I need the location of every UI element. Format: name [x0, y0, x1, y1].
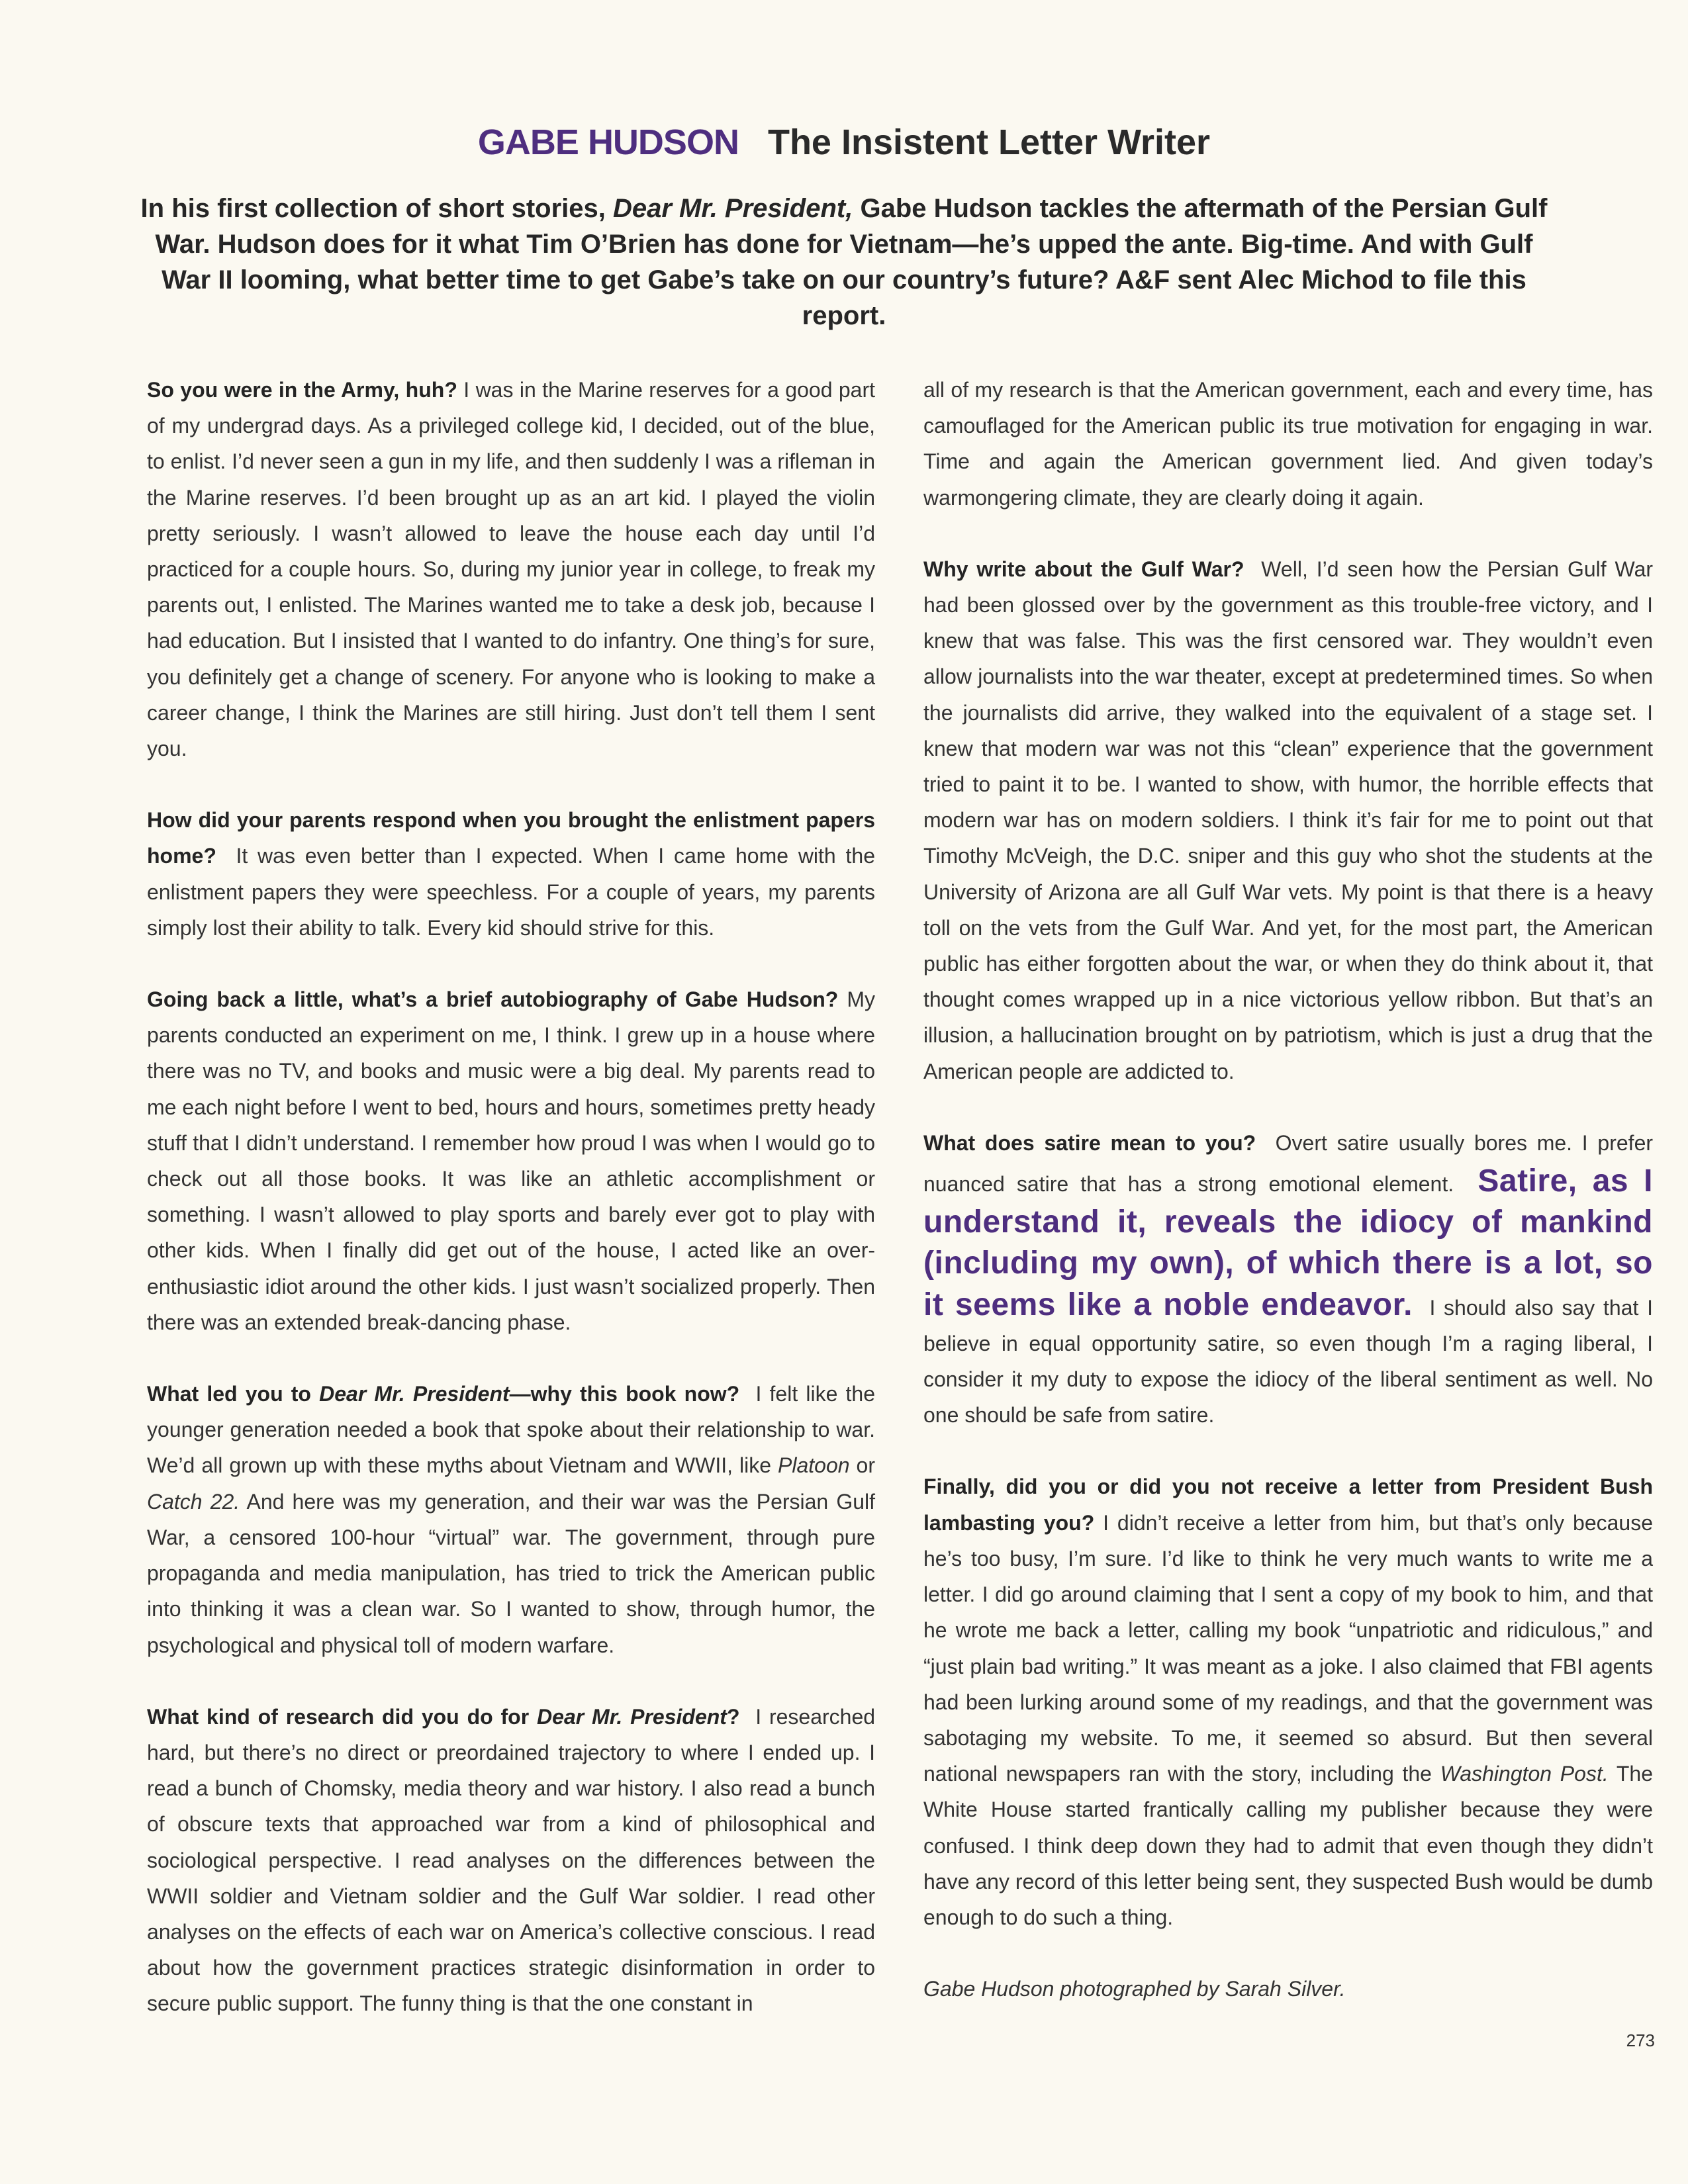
answer: I researched hard, but there’s no direct or preordained trajectory to where I ended up. I read a bunch of Chomsky, media theory and war history. I also read a bunch of obscure texts that approached war from a kind of philosophical and sociological perspective. I read analyses on the differences between the WWII soldier and Vietnam soldier and the Gulf War soldier. I read other analyses on the effects of each war on America’s collective conscious. I read about how the government practices strategic disinformation in order to secure public support. The funny thing is that the one constant in — [147, 1704, 876, 2016]
question-text-2: ? — [726, 1704, 740, 1729]
qa-army — [147, 372, 875, 766]
question-text-1: What led you to — [147, 1382, 320, 1406]
question: What does satire mean to you? — [923, 1130, 1256, 1155]
article-deck — [132, 191, 1556, 334]
question: Going back a little, what’s a brief autobiography of Gabe Hudson? — [147, 987, 839, 1012]
answer — [923, 1511, 1653, 1929]
right-column — [923, 372, 1653, 2042]
question: Finally, did you or did you not receive a letter from President Bush lambasting you? — [923, 1475, 1653, 1535]
deck-book-title: Dear Mr. President, — [612, 194, 853, 223]
question-book-title: Dear Mr. President — [537, 1704, 727, 1729]
film-title-platoon: Platoon — [778, 1453, 850, 1478]
deck-text-1: In his first collection of short stories, — [140, 194, 613, 223]
answer-text-1: I felt like the younger generation needed a book that spoke about their relationship to war. We’d all grown up with these myths about Vietnam and WWII, like — [147, 1382, 876, 1478]
answer-text-1: I didn’t receive a letter from him, but that’s only because he’s too busy, I’m sure. I’d like to think he very much wants to write me a letter. I did go around claiming that I sent a copy of my book to him, and that he wrote me back a letter, calling my book “unpatriotic and ridiculous,” and “just plain bad writing.” It was meant as a joke. I also claimed that FBI agents had been lurking around some of my readings, and that the government was sabotaging my website. To me, it seemed so absurd. But then several national newspapers ran with the story, including the — [923, 1510, 1654, 1786]
research-continued: all of my research is that the American government, each and every time, has camouflaged for the American public its true motivation for engaging in war. Time and again the American government lied. And given today’s warmongering climate, they are clearly doing it again. — [923, 378, 1653, 510]
question-text-1: What kind of research did you do for — [147, 1704, 538, 1729]
answer-text-2: I should also say that I believe in equal opportunity satire, so even though I’m a raging liberal, I consider it my duty to expose the idiocy of the liberal sentiment as well. No one should be safe from satire. — [923, 1295, 1654, 1428]
answer — [147, 1382, 875, 1657]
answer-or: or — [849, 1453, 876, 1478]
qa-parents — [147, 802, 875, 946]
film-title-catch22: Catch 22. — [147, 1489, 240, 1514]
answer: I was in the Marine reserves for a good part of my undergrad days. As a privileged college kid, I decided, out of the blue, to enlist. I’d never seen a gun in my life, and then suddenly I was a rifleman in the Marine reserves. I’d been brought up as an art kid. I played the violin pretty seriously. I wasn’t allowed to leave the house each day until I’d practiced for a couple hours. So, during my junior year in college, to freak my parents out, I enlisted. The Marines wanted me to take a desk job, because I had education. But I insisted that I wanted to do infantry. One thing’s for sure, you definitely get a change of scenery. For anyone who is looking to make a career change, I think the Marines are still hiring. Just don’t tell them I sent you. — [147, 378, 876, 761]
qa-bio — [147, 981, 875, 1340]
headline — [0, 119, 1688, 165]
question — [147, 1705, 740, 1729]
question: How did your parents respond when you brought the enlistment papers home? — [147, 808, 875, 868]
qa-satire — [923, 1125, 1653, 1433]
question — [147, 1382, 739, 1406]
question: So you were in the Army, huh? — [147, 378, 457, 402]
qa-letter — [923, 1469, 1653, 1935]
deck-text-2: Gabe Hudson tackles the aftermath of the Persian Gulf War. Hudson does for it what Tim O’Brien has done for Vietnam—he’s upped the ante. Big-time. And with Gulf War II looming, what better time to get Gabe’s take on our country’s future? A&F sent Alec Michod to file this report. — [155, 194, 1548, 330]
answer-text-2: And here was my generation, and their war was the Persian Gulf War, a censored 100-hour “virtual” war. The government, through pure propaganda and media manipulation, has tried to trick the American public into thinking it was a clean war. So I wanted to show, through humor, the psychological and physical toll of modern warfare. — [147, 1489, 876, 1657]
answer: It was even better than I expected. When I came home with the enlistment papers they were speechless. For a couple of years, my parents simply lost their ability to talk. Every kid should strive for this. — [147, 844, 876, 940]
qa-research — [147, 1699, 875, 2022]
qa-gulf-war — [923, 551, 1653, 1089]
answer-text-2: The White House started frantically calling my publisher because they were confused. I think deep down they had to admit that even though they didn’t have any record of this letter being sent, they suspected Bush would be dumb enough to do such a thing. — [923, 1762, 1654, 1929]
answer-text-1: Overt satire usually bores me. I prefer nuanced satire that has a strong emotional element. — [923, 1130, 1654, 1197]
question-book-title: Dear Mr. President — [319, 1382, 510, 1406]
pull-quote: Satire, as I understand it, reveals the idiocy of mankind (including my own), of which there is a lot, so it seems like a noble endeavor. — [923, 1163, 1654, 1322]
question-text-2: —why this book now? — [509, 1382, 740, 1406]
left-column — [147, 372, 875, 2058]
article-title: The Insistent Letter Writer — [767, 122, 1211, 162]
question: Why write about the Gulf War? — [923, 557, 1244, 581]
author-name: GABE HUDSON — [477, 122, 739, 162]
newspaper-title: Washington Post. — [1440, 1762, 1609, 1786]
answer: My parents conducted an experiment on me, I think. I grew up in a house where there was no TV, and books and music were a big deal. My parents read to me each night before I went to bed, hours and hours, sometimes pretty heady stuff that I didn’t understand. I remember how proud I was when I would go to check out all those books. It was like an athletic accomplishment or something. I wasn’t allowed to play sports and barely ever got to play with other kids. When I finally did get out of the house, I acted like an over-enthusiastic idiot around the other kids. I just wasn’t socialized properly. Then there was an extended break-dancing phase. — [147, 987, 876, 1334]
qa-why-book — [147, 1376, 875, 1663]
page-number: 273 — [1626, 2030, 1655, 2050]
answer: Well, I’d seen how the Persian Gulf War had been glossed over by the government as this trouble-free victory, and I knew that was false. This was the first censored war. They wouldn’t even allow journalists into the war theater, except at predetermined times. So when the journalists did arrive, they walked into the equivalent of a stage set. I knew that modern war was not this “clean” experience that the government tried to paint it to be. I wanted to show, with humor, the horrible effects that modern war has on modern soldiers. I think it’s fair for me to point out that Timothy McVeigh, the D.C. sniper and this guy who shot the students at the University of Arizona are all Gulf War vets. My point is that there is a heavy toll on the vets from the Gulf War. And yet, for the most part, the American public has either forgotten about the war, or when they do think about it, that thought comes wrapped up in a nice victorious yellow ribbon. But that’s an illusion, a hallucination brought on by patriotism, which is just a drug that the American people are addicted to. — [923, 557, 1654, 1083]
photo-caption: Gabe Hudson photographed by Sarah Silver. — [923, 1977, 1346, 2001]
